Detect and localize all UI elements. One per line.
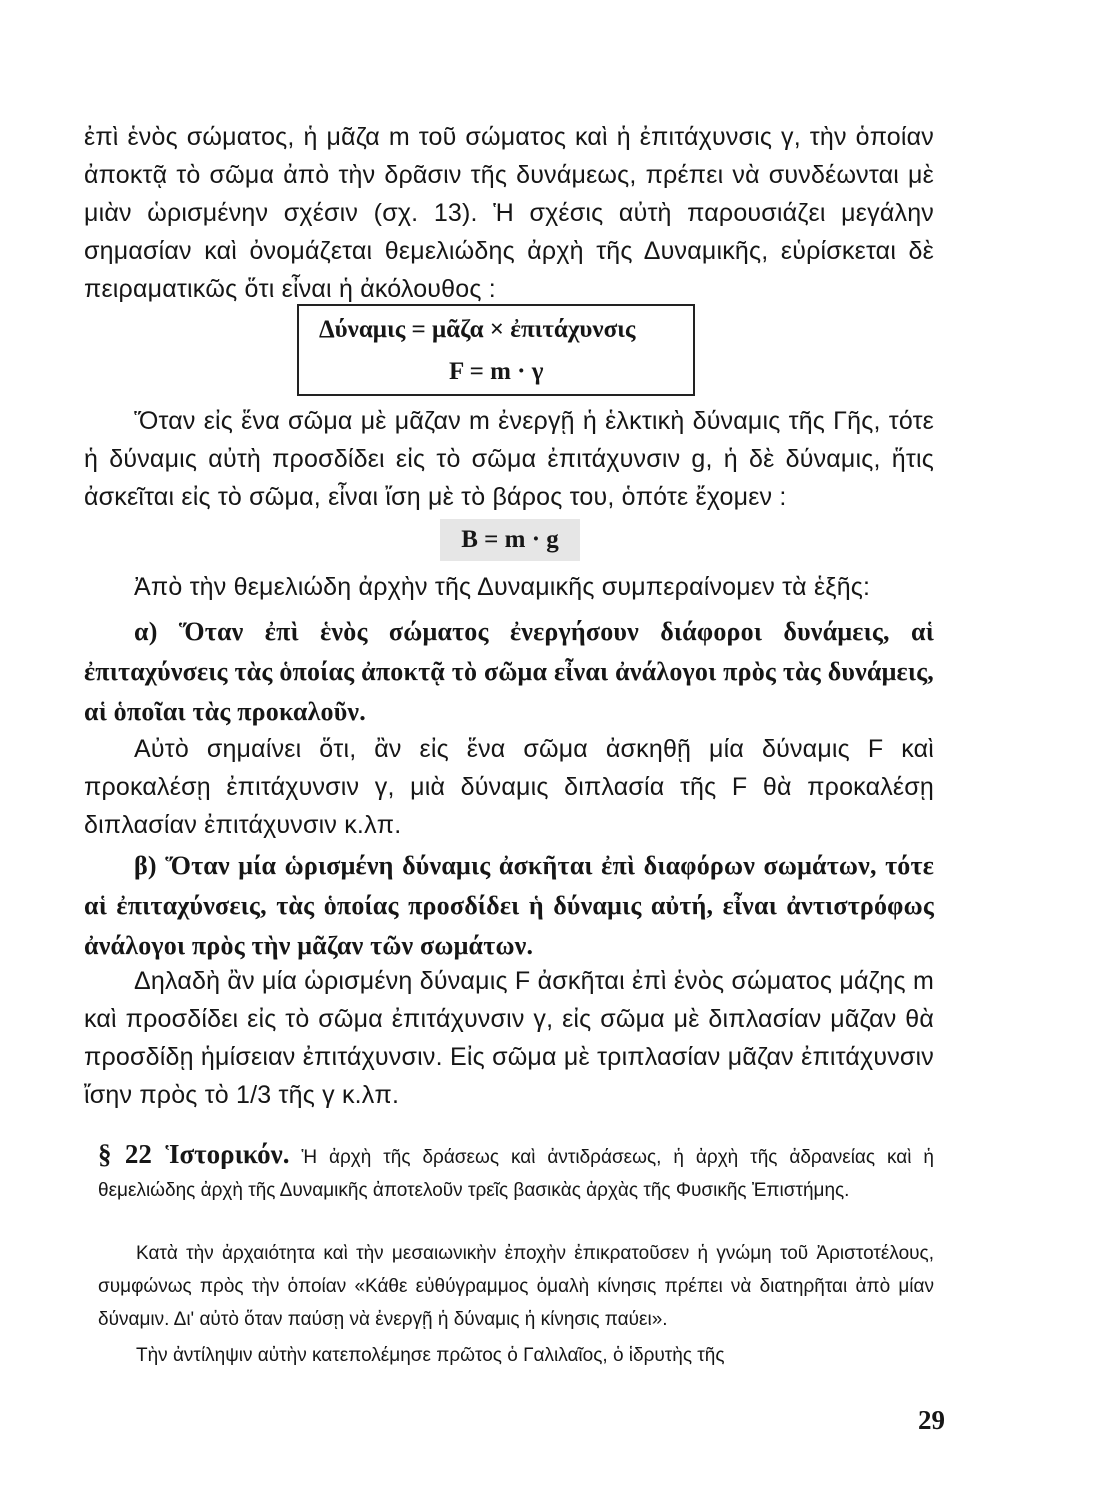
conclusion-a: α) Ὅταν ἐπὶ ἑνὸς σώματος ἐνεργήσουν διάφοροι δυνάμεις, αἱ ἐπιταχύνσεις τὰς ὁποίας ἀποκτᾷ τὸ σῶμα εἶναι ἀνάλογοι πρὸς τὰς δυνάμεις, αἱ ὁποῖαι τὰς προκαλοῦν. bbox=[84, 617, 934, 726]
history-paragraph-3: Τὴν ἀντίληψιν αὐτὴν κατεπολέμησε πρῶτος ὁ Γαλιλαῖος, ὁ ἱδρυτὴς τῆς bbox=[136, 1345, 725, 1366]
fundamental-law-box bbox=[297, 304, 695, 396]
page-number: 29 bbox=[918, 1405, 945, 1435]
weight-formula: B = m · g bbox=[440, 519, 580, 561]
history-paragraph-1-text: Ἡ ἀρχὴ τῆς δράσεως καὶ ἀντιδράσεως, ἡ ἀρχὴ τῆς ἀδρανείας καὶ ἡ θεμελιώδης ἀρχὴ τῆς Δυναμικῆς ἀποτελοῦν τρεῖς βασικὰς ἀρχὰς τῆς Φυσικῆς Ἐπιστήμης. bbox=[98, 1147, 935, 1201]
paragraph-intro: ἐπὶ ἑνὸς σώματος, ἡ μᾶζα m τοῦ σώματος καὶ ἡ ἐπιτάχυνσις γ, τὴν ὁποίαν ἀποκτᾷ τὸ σῶμα ἀπὸ τὴν δρᾶσιν τῆς δυνάμεως, πρέπει νὰ συνδέωνται μὲ μιὰν ὡρισμένην σχέσιν (σχ. 13). Ἡ σχέσις αὐτὴ παρουσιάζει μεγάλην σημασίαν καὶ ὀνομάζεται θεμελιώδης ἀρχὴ τῆς Δυναμικῆς, εὑρίσκεται δὲ πειραματικῶς ὅτι εἶναι ἡ ἀκόλουθος : bbox=[84, 123, 934, 303]
history-paragraph-2: Κατὰ τὴν ἀρχαιότητα καὶ τὴν μεσαιωνικὴν ἐποχὴν ἐπικρατοῦσεν ἡ γνώμη τοῦ Ἀριστοτέλους, συμφώνως πρὸς τὴν ὁποίαν «Κάθε εὐθύγραμμος ὁμαλὴ κίνησις πρέπει νὰ διατηρῆται ἀπὸ μίαν δύναμιν. Δι' αὐτὸ ὅταν παύσῃ νὰ ἐνεργῇ ἡ δύναμις ἡ κίνησις παύει». bbox=[98, 1243, 934, 1330]
section-heading: § 22 Ἱστορικόν. bbox=[98, 1139, 290, 1169]
history-paragraph-1 bbox=[98, 1138, 934, 1207]
paragraph-explanation-a: Αὐτὸ σημαίνει ὅτι, ἂν εἰς ἕνα σῶμα ἀσκηθῇ μία δύναμις F καὶ προκαλέσῃ ἐπιτάχυνσιν γ, μιὰ δύναμις διπλασία τῆς F θὰ προκαλέσῃ διπλασίαν ἐπιτάχυνσιν κ.λπ. bbox=[84, 735, 934, 839]
formula-words: Δύναμις = μᾶζα × ἐπιτάχυνσις bbox=[319, 316, 636, 343]
paragraph-explanation-b: Δηλαδὴ ἂν μία ὡρισμένη δύναμις F ἀσκῆται ἐπὶ ἑνὸς σώματος μάζης m καὶ προσδίδει εἰς τὸ σῶμα ἐπιτάχυνσιν γ, εἰς σῶμα μὲ διπλασίαν μᾶζαν θὰ προσδίδῃ ἡμίσειαν ἐπιτάχυνσιν. Εἰς σῶμα μὲ τριπλασίαν μᾶζαν ἐπιτάχυνσιν ἴσην πρὸς τὸ 1/3 τῆς γ κ.λπ. bbox=[84, 967, 934, 1109]
paragraph-conclusions: Ἀπὸ τὴν θεμελιώδη ἀρχὴν τῆς Δυναμικῆς συμπεραίνομεν τὰ ἑξῆς: bbox=[134, 573, 871, 601]
conclusion-b: β) Ὅταν μία ὡρισμένη δύναμις ἀσκῆται ἐπὶ διαφόρων σωμάτων, τότε αἱ ἐπιταχύνσεις, τὰς ὁποίας προσδίδει ἡ δύναμις αὐτή, εἶναι ἀντιστρόφως ἀνάλογοι πρὸς τὴν μᾶζαν τῶν σωμάτων. bbox=[84, 851, 934, 960]
formula-symbols: F = m · γ bbox=[449, 358, 544, 385]
paragraph-gravity: Ὅταν εἰς ἕνα σῶμα μὲ μᾶζαν m ἐνεργῇ ἡ ἑλκτικὴ δύναμις τῆς Γῆς, τότε ἡ δύναμις αὐτὴ προσδίδει εἰς τὸ σῶμα ἐπιτάχυνσιν g, ἡ δὲ δύναμις, ἥτις ἀσκεῖται εἰς τὸ σῶμα, εἶναι ἴση μὲ τὸ βάρος του, ὁπότε ἔχομεν : bbox=[84, 407, 934, 511]
